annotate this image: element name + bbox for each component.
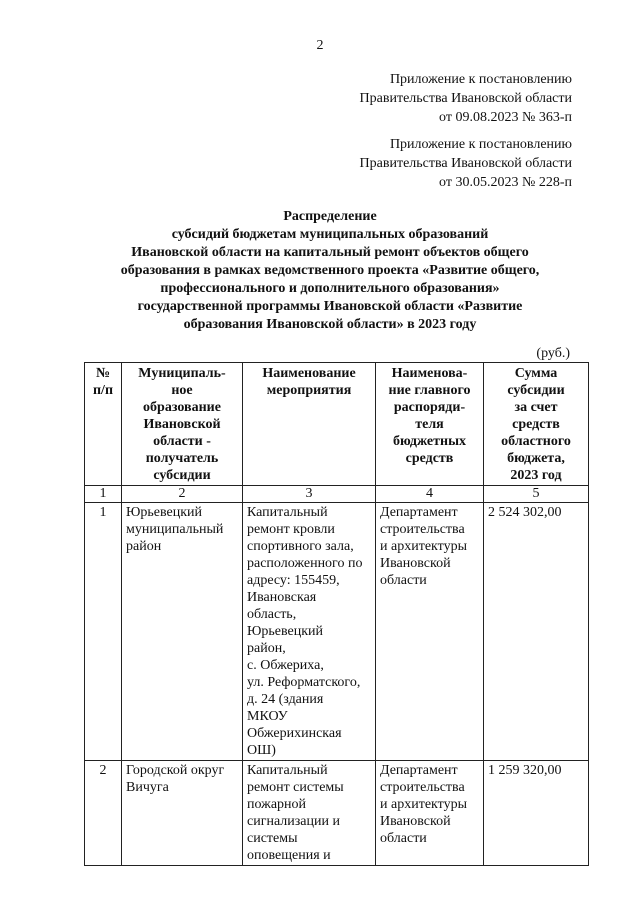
cell-line: субсидии [153, 468, 211, 483]
document-title [80, 208, 580, 334]
cell-line: № [95, 366, 111, 381]
cell-line: распоряди- [393, 400, 466, 415]
cell-line: спортивного зала, [247, 539, 354, 554]
title-line: государственной программы Ивановской области «Развитие [137, 299, 523, 314]
cell-line: ОШ) [247, 743, 276, 758]
cell-line: сигнализации и [247, 814, 340, 829]
cell-line: Муниципаль- [138, 366, 226, 381]
appendix-line: Приложение к постановлению [389, 72, 572, 87]
cell-line: бюджетных [392, 434, 467, 449]
cell-line: образование [143, 400, 221, 415]
cell-line: п/п [92, 383, 114, 398]
row-number: 1 [85, 503, 122, 761]
cell-line: Департамент [380, 763, 458, 778]
cell-line: Капитальный [247, 763, 328, 778]
activity-cell [243, 761, 376, 866]
cell-line: ние главного [388, 383, 471, 398]
table-header-row [85, 363, 589, 486]
column-number: 1 [85, 486, 122, 503]
cell-line: д. 24 (здания [247, 692, 324, 707]
appendix-line: Правительства Ивановской области [359, 91, 572, 106]
cell-line: Ивановской [143, 417, 221, 432]
subsidy-distribution-table [84, 362, 589, 866]
cell-line: мероприятия [266, 383, 352, 398]
cell-line: Наименова- [391, 366, 468, 381]
cell-line: ное [171, 383, 193, 398]
cell-line: ремонт кровли [247, 522, 335, 537]
cell-line: системы [247, 831, 298, 846]
municipality-cell [122, 761, 243, 866]
title-line: Распределение [283, 209, 377, 224]
column-number: 2 [122, 486, 243, 503]
subsidy-amount-cell: 1 259 320,00 [484, 761, 589, 866]
cell-line: Юрьевецкий [126, 505, 203, 520]
cell-line: строительства [380, 522, 465, 537]
title-line: профессионального и дополнительного образования» [160, 281, 500, 296]
appendix-note-original [360, 135, 572, 192]
cell-line: теля [415, 417, 444, 432]
cell-line: ул. Реформатского, [247, 675, 361, 690]
header-subsidy-amount [484, 363, 589, 486]
budget-manager-cell [376, 761, 484, 866]
cell-line: с. Обжериха, [247, 658, 324, 673]
column-number: 4 [376, 486, 484, 503]
cell-line: и архитектуры [380, 539, 467, 554]
cell-line: области - [153, 434, 211, 449]
cell-line: область, [247, 607, 297, 622]
header-budget-manager [376, 363, 484, 486]
cell-line: Обжерихинская [247, 726, 342, 741]
column-number: 5 [484, 486, 589, 503]
table-row [85, 761, 589, 866]
page-number: 2 [316, 38, 324, 53]
cell-line: Департамент [380, 505, 458, 520]
cell-line: Сумма [514, 366, 558, 381]
cell-line: строительства [380, 780, 465, 795]
currency-unit-note: (руб.) [536, 346, 570, 361]
cell-line: оповещения и [247, 848, 331, 863]
cell-line: район [126, 539, 162, 554]
cell-line: Капитальный [247, 505, 328, 520]
cell-line: получатель [145, 451, 219, 466]
cell-line: за счет [514, 400, 558, 415]
budget-manager-cell [376, 503, 484, 761]
cell-line: области [380, 831, 427, 846]
cell-line: бюджета, [507, 451, 565, 466]
table-row [85, 503, 589, 761]
title-line: образования Ивановской области» в 2023 году [183, 317, 477, 332]
header-municipality [122, 363, 243, 486]
cell-line: пожарной [247, 797, 307, 812]
row-number: 2 [85, 761, 122, 866]
cell-line: адресу: 155459, [247, 573, 340, 588]
cell-line: субсидии [507, 383, 565, 398]
title-line: Ивановской области на капитальный ремонт объектов общего [131, 245, 529, 260]
cell-line: Городской округ [126, 763, 225, 778]
cell-line: и архитектуры [380, 797, 467, 812]
cell-line: ремонт системы [247, 780, 344, 795]
cell-line: Вичуга [126, 780, 169, 795]
header-activity [243, 363, 376, 486]
municipality-cell [122, 503, 243, 761]
appendix-line: Приложение к постановлению [389, 137, 572, 152]
cell-line: Наименование [262, 366, 356, 381]
header-number [85, 363, 122, 486]
cell-line: район, [247, 641, 286, 656]
activity-cell [243, 503, 376, 761]
cell-line: Ивановской [380, 814, 451, 829]
title-line: субсидий бюджетам муниципальных образований [171, 227, 489, 242]
cell-line: расположенного по [247, 556, 363, 571]
column-number: 3 [243, 486, 376, 503]
column-number-row [85, 486, 589, 503]
cell-line: областного [501, 434, 571, 449]
cell-line: Ивановской [380, 556, 451, 571]
cell-line: муниципальный [126, 522, 224, 537]
cell-line: 2023 год [510, 468, 562, 483]
appendix-line: от 30.05.2023 № 228-п [439, 175, 572, 190]
cell-line: средств [405, 451, 454, 466]
appendix-note-current [360, 70, 572, 127]
cell-line: Юрьевецкий [247, 624, 324, 639]
cell-line: средств [512, 417, 560, 432]
cell-line: МКОУ [247, 709, 288, 724]
appendix-line: от 09.08.2023 № 363-п [439, 110, 572, 125]
cell-line: области [380, 573, 427, 588]
cell-line: Ивановская [247, 590, 317, 605]
appendix-line: Правительства Ивановской области [359, 156, 572, 171]
subsidy-amount-cell: 2 524 302,00 [484, 503, 589, 761]
title-line: образования в рамках ведомственного проекта «Развитие общего, [120, 263, 540, 278]
